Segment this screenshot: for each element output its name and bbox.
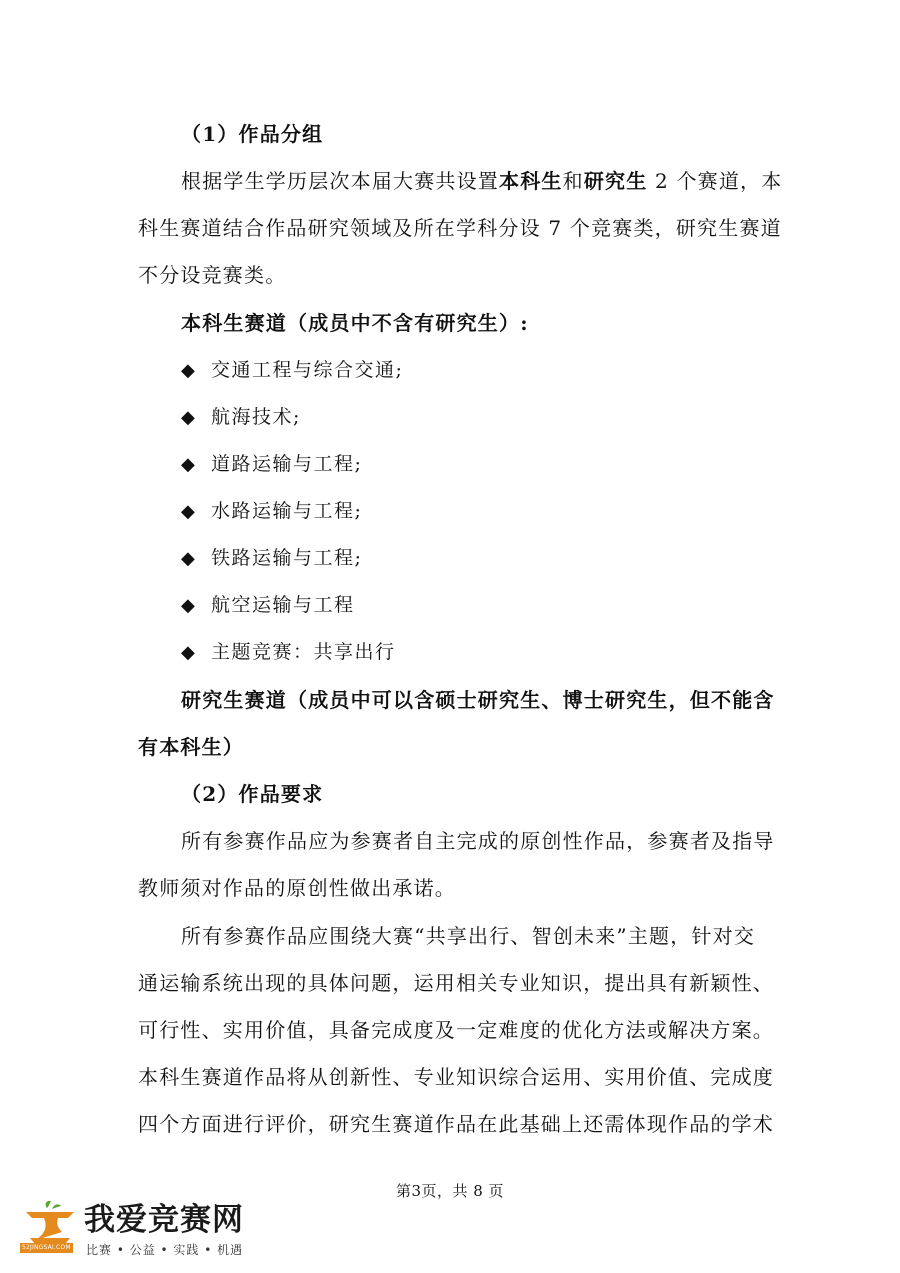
list-item [181,499,362,524]
text-run: 和 [562,169,584,193]
list-item [181,640,396,665]
list-item-text: 主题竞赛：共享出行 [211,641,396,663]
section-heading-requirements: （2）作品要求 [181,782,324,806]
list-item-text: 水路运输与工程; [211,500,363,522]
diamond-bullet-icon: ◆ [181,454,197,475]
paragraph-line: 所有参赛作品应围绕大赛“共享出行、智创未来”主题，针对交 [181,924,756,948]
site-watermark-logo [18,1198,258,1262]
diamond-bullet-icon: ◆ [181,642,197,663]
diamond-bullet-icon: ◆ [181,548,197,569]
section-heading-grouping: （1）作品分组 [181,122,324,146]
bold-term-graduate: 研究生 [583,169,648,193]
list-item-text: 航海技术; [211,406,301,428]
diamond-bullet-icon: ◆ [181,360,197,381]
page-number: 第3页，共 8 页 [395,1182,505,1200]
list-item [181,452,362,477]
grad-track-heading-cont: 有本科生） [138,735,244,759]
list-item [181,593,355,618]
paragraph-line [181,169,783,193]
bold-term-undergrad: 本科生 [499,169,563,193]
text-run: 根据学生学历层次本届大赛共设置 [181,169,499,193]
diamond-bullet-icon: ◆ [181,407,197,428]
undergrad-track-heading: 本科生赛道（成员中不含有研究生）: [181,311,529,335]
list-item [181,546,362,571]
paragraph-line: 四个方面进行评价，研究生赛道作品在此基础上还需体现作品的学术 [138,1112,774,1136]
grad-track-heading: 研究生赛道（成员中可以含硕士研究生、博士研究生，但不能含 [181,688,775,712]
paragraph-line: 所有参赛作品应为参赛者自主完成的原创性作品，参赛者及指导 [181,829,775,853]
site-slogan: 比赛 • 公益 • 实践 • 机遇 [86,1243,244,1257]
list-item-text: 道路运输与工程; [211,453,363,475]
list-item [181,358,403,383]
paragraph-line: 通运输系统出现的具体问题，运用相关专业知识，提出具有新颖性、 [138,971,774,995]
list-item-text: 航空运输与工程 [211,594,355,616]
diamond-bullet-icon: ◆ [181,595,197,616]
paragraph-line: 教师须对作品的原创性做出承诺。 [138,876,456,900]
diamond-bullet-icon: ◆ [181,501,197,522]
paragraph-line: 可行性、实用价值，具备完成度及一定难度的优化方法或解决方案。 [138,1018,774,1042]
site-domain: 52JINGSAI.COM [22,1244,71,1251]
paragraph-line: 科生赛道结合作品研究领域及所在学科分设 7 个竞赛类，研究生赛道 [138,216,782,240]
list-item-text: 铁路运输与工程; [211,547,363,569]
paragraph-line: 不分设竞赛类。 [138,263,287,287]
list-item-text: 交通工程与综合交通; [211,359,404,381]
text-run: 2 个赛道，本 [647,169,783,193]
site-name: 我爱竞赛网 [84,1202,244,1238]
paragraph-line: 本科生赛道作品将从创新性、专业知识综合运用、实用价值、完成度 [138,1065,774,1089]
list-item [181,405,301,430]
